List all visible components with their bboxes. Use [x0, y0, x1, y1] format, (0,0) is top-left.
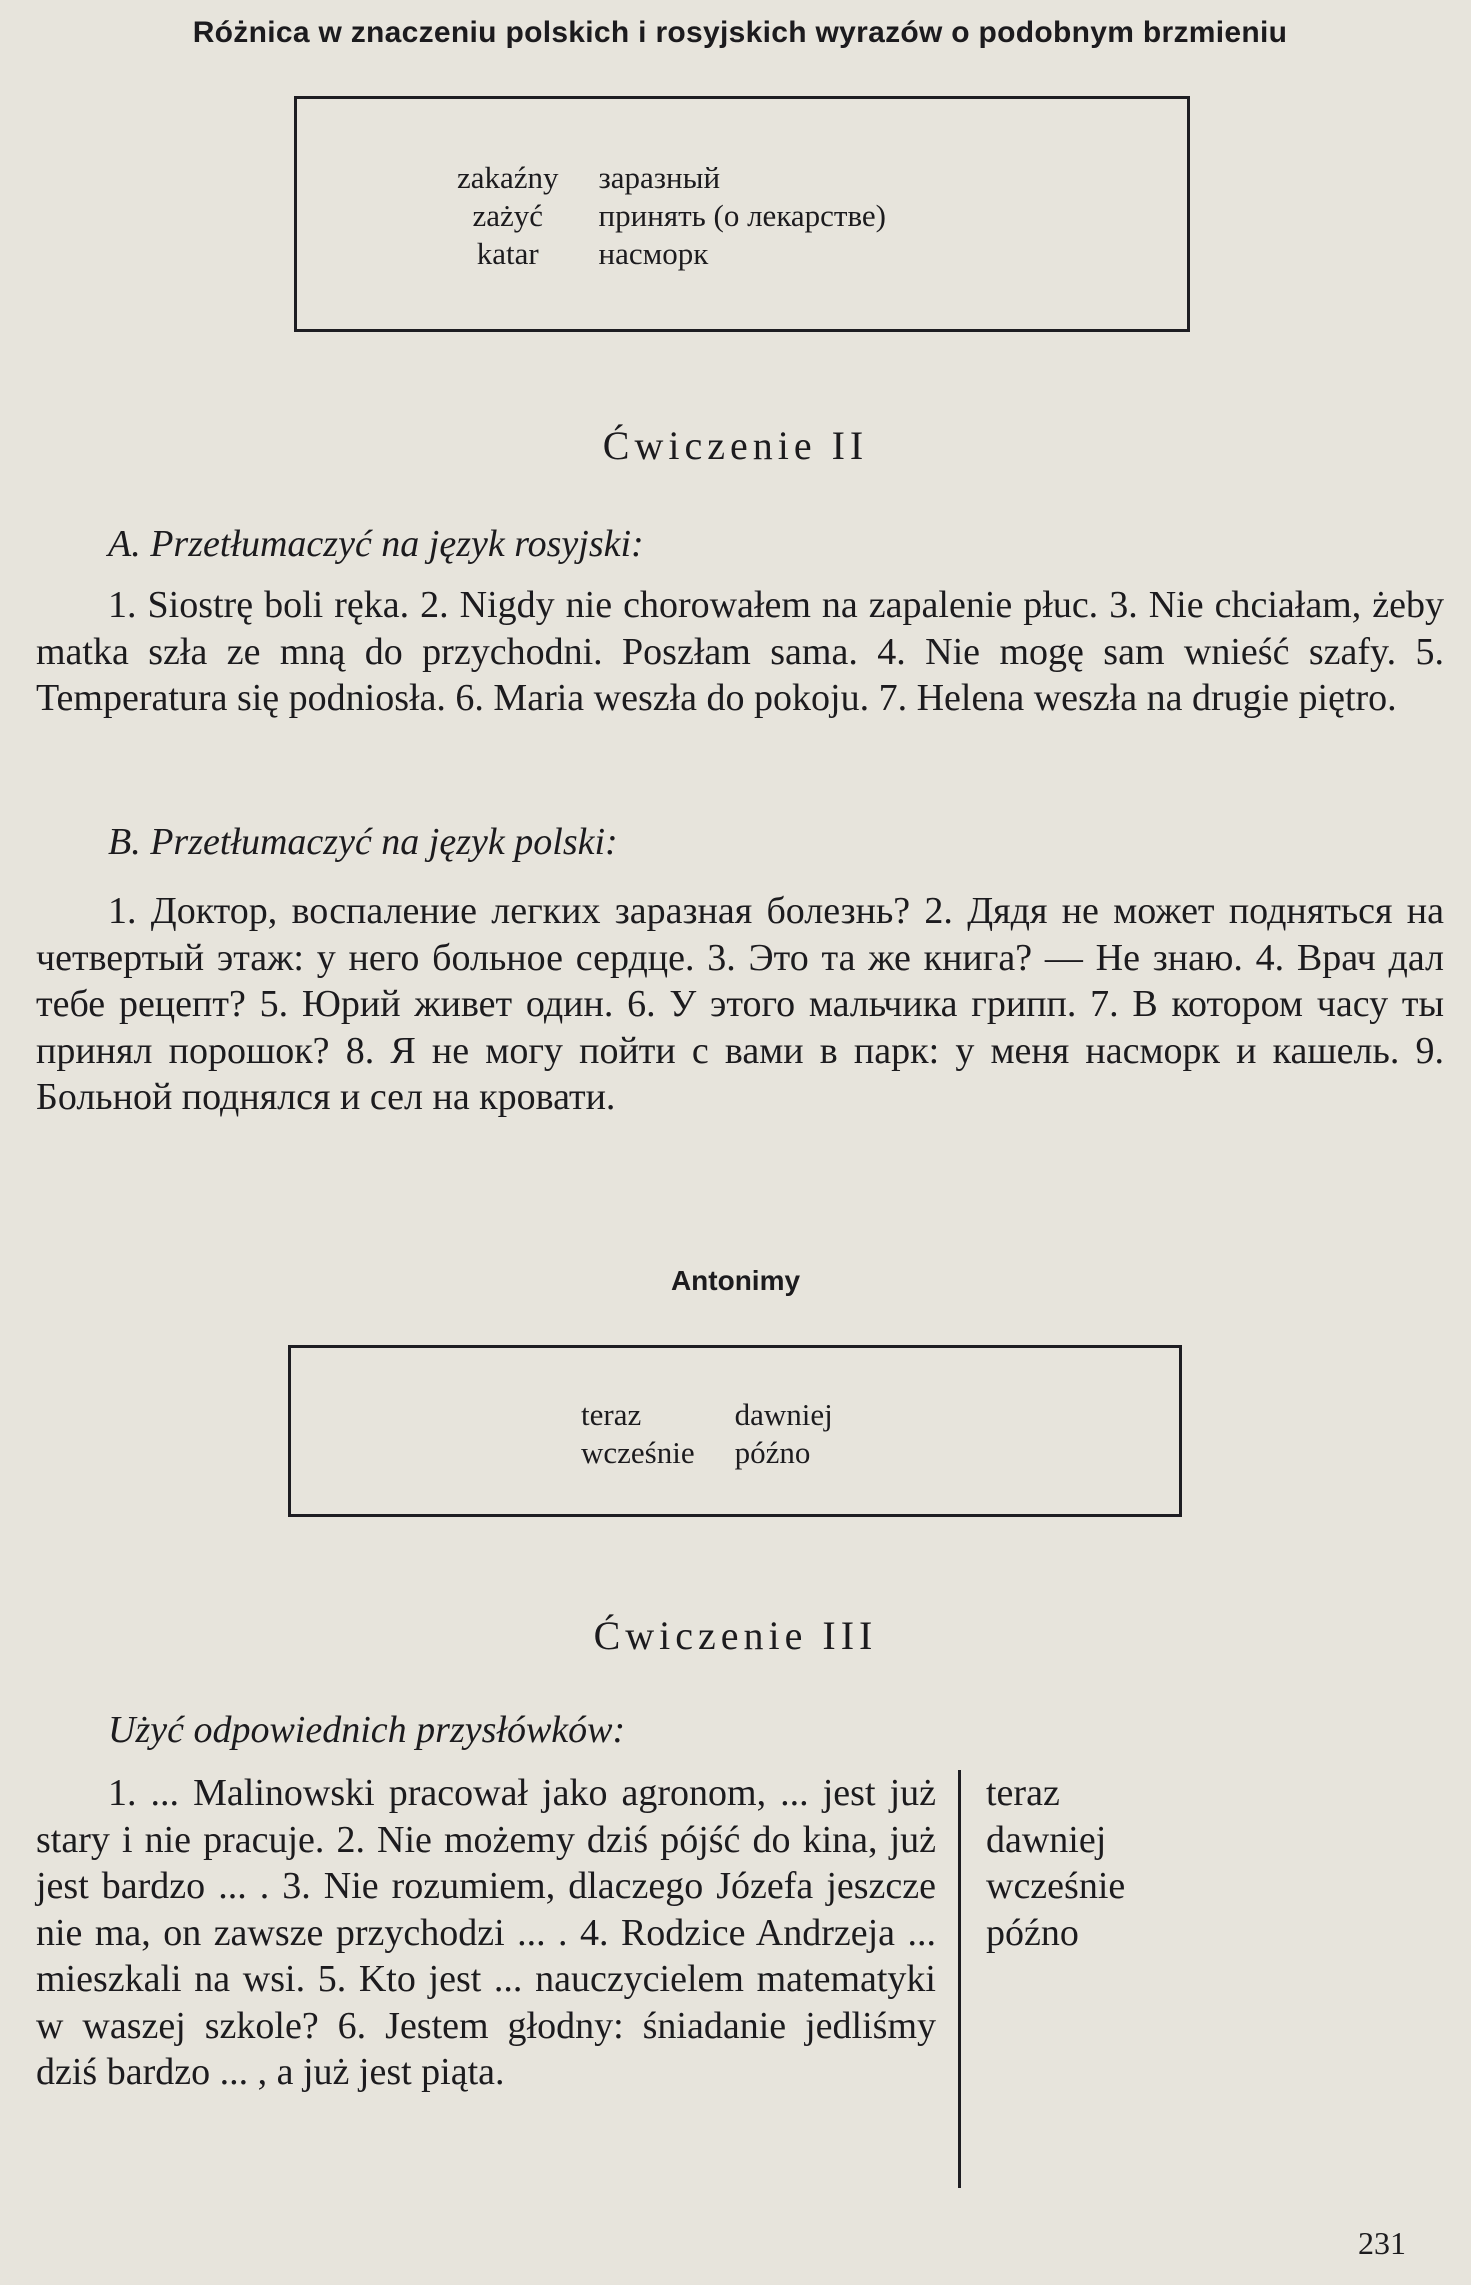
- vocab-polish: katar: [476, 236, 539, 271]
- antonyms-grid: [581, 1396, 833, 1472]
- exercise-2b-text: 1. Доктор, воспаление легких заразная болезнь? 2. Дядя не может подняться на четвертый этаж: у него больное сердце. 3. Это та же книга? — Не знаю. 4. Врач дал тебе рецепт? 5. Юрий живет один. 6. У этого мальчика грипп. 7. В котором часу ты принял порошок? 8. Я не могу пойти с вами в парк: у меня насморк и кашель. 9. Больной поднялся и сел на кровати.: [36, 890, 1444, 1118]
- vocab-russian: заразный: [598, 160, 721, 195]
- word-bank-item: dawniej: [986, 1818, 1107, 1861]
- exercise-3-text: 1. ... Malinowski pracował jako agronom, ... jest już stary i nie pracuje. 2. Nie możemy dziś pójść do kina, już jest bardzo ... . 3. Nie rozumiem, dlaczego Józefa jeszcze nie ma, on zawsze przychodzi ... . 4. Rodzice Andrzeja ... mieszkali na wsi. 5. Kto jest ... nauczycielem matematyki w waszej szkole? 6. Jestem głodny: śniadanie jedliśmy dziś bardzo ... , a już jest piąta.: [36, 1772, 936, 2093]
- antonyms-label: Antonimy: [670, 1265, 801, 1296]
- vocab-polish: zakaźny: [457, 160, 559, 195]
- exercise-2a-instruction: A. Przetłumaczyć na język rosyjski:: [108, 523, 644, 565]
- exercise-2b-instruction: B. Przetłumaczyć na język polski:: [108, 821, 618, 863]
- exercise-3-instruction: Użyć odpowiednich przysłówków:: [108, 1709, 626, 1751]
- vocab-russian: принять (о лекарстве): [598, 198, 887, 233]
- exercise-3-title: Ćwiczenie III: [593, 1613, 878, 1658]
- antonym-word: teraz: [581, 1397, 642, 1432]
- exercise-2-title: Ćwiczenie II: [602, 423, 869, 468]
- word-bank-item: teraz: [986, 1772, 1060, 1814]
- word-bank-item: wcześnie: [986, 1865, 1126, 1907]
- antonym-word: dawniej: [734, 1397, 833, 1432]
- antonym-word: późno: [734, 1435, 811, 1470]
- antonyms-box: [288, 1345, 1182, 1517]
- vocab-russian: насморк: [598, 236, 709, 271]
- page-number: 231: [1358, 2225, 1406, 2261]
- exercise-2a-text: 1. Siostrę boli ręka. 2. Nigdy nie chorowałem na zapalenie płuc. 3. Nie chciałam, żeby matka szła ze mną do przychodni. Poszłam sama. 4. Nie mogę sam wnieść szafy. 5. Temperatura się podniosła. 6. Maria weszła do pokoju. 7. Helena weszła na drugie piętro.: [36, 584, 1444, 719]
- column-divider: [958, 1770, 961, 2188]
- word-bank: [986, 1770, 1125, 1956]
- section-heading: Różnica w znaczeniu polskich i rosyjskich wyrazów o podobnym brzmieniu: [192, 16, 1288, 49]
- vocab-polish: zażyć: [472, 198, 544, 233]
- antonym-word: wcześnie: [581, 1435, 695, 1470]
- vocabulary-box: [294, 96, 1190, 332]
- word-bank-item: późno: [986, 1911, 1079, 1954]
- vocabulary-grid: [457, 159, 886, 273]
